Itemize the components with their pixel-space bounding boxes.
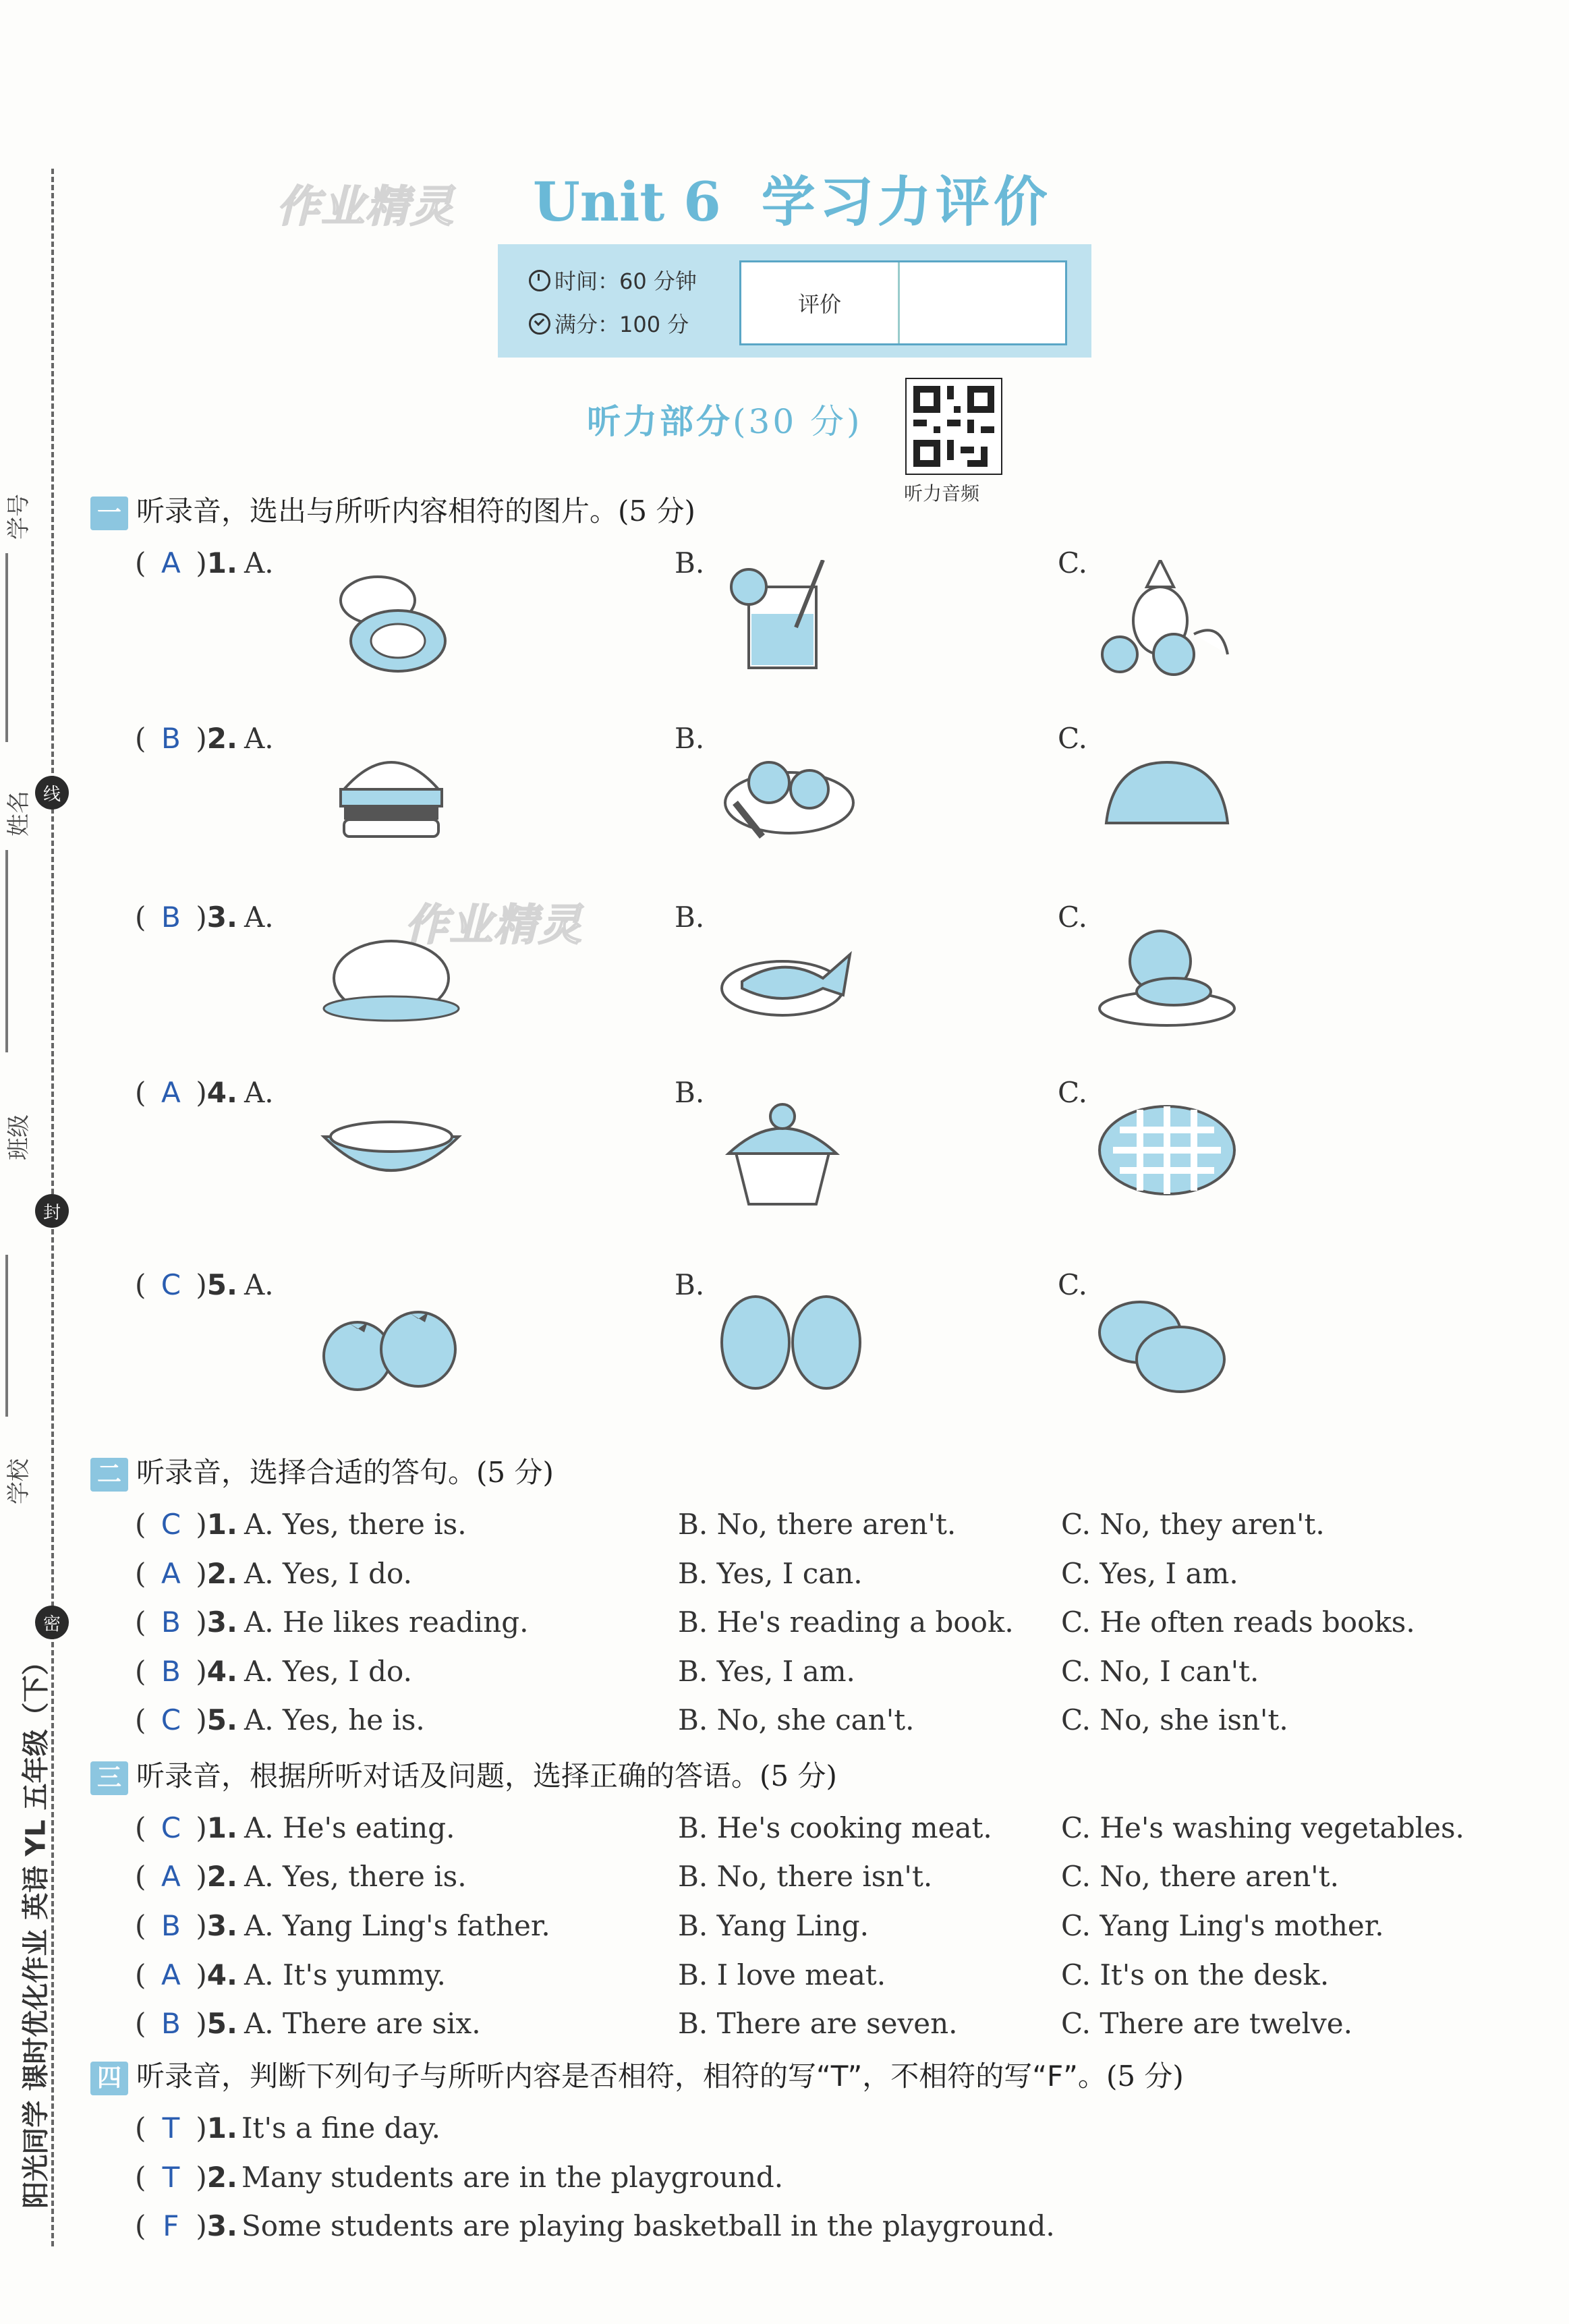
- check-icon: [529, 313, 550, 335]
- paren-open: (: [135, 2209, 146, 2242]
- question-number: 4.: [206, 1958, 237, 1991]
- qr-caption: 听力音频: [904, 482, 980, 505]
- paren-open: (: [135, 2007, 146, 2040]
- table-row: [135, 2161, 783, 2194]
- answer-field[interactable]: T: [162, 2112, 180, 2145]
- watermark: 作业精灵: [277, 182, 455, 232]
- option-a[interactable]: A. Yes, I do.: [244, 1557, 412, 1590]
- score-text: 满分：100 分: [554, 312, 689, 337]
- option-c[interactable]: C. He's washing vegetables.: [1061, 1811, 1464, 1844]
- question-number: 2.: [206, 2161, 237, 2194]
- answer-field[interactable]: A: [161, 1076, 181, 1109]
- section-points: (5 分): [1106, 2060, 1184, 2093]
- paren-open: (: [135, 1811, 146, 1844]
- potato-icon: [1093, 1282, 1241, 1413]
- option-label-a: A.: [244, 722, 274, 755]
- listening-points: (30 分): [733, 402, 863, 441]
- table-row: [135, 1076, 274, 1109]
- paren-close: ): [196, 1655, 207, 1688]
- option-b[interactable]: B. He's cooking meat.: [678, 1811, 992, 1844]
- answer-field[interactable]: B: [161, 901, 181, 934]
- fish-icon: [715, 914, 863, 1045]
- ham-icon: [317, 560, 465, 691]
- hamburger-icon: [317, 735, 465, 866]
- vegetables-icon: [715, 735, 863, 866]
- answer-field[interactable]: C: [161, 1811, 181, 1844]
- answer-field[interactable]: B: [161, 1606, 181, 1639]
- watermark: 作业精灵: [405, 901, 583, 951]
- option-label-c: C.: [1058, 1076, 1087, 1109]
- option-label-b: B.: [675, 1268, 705, 1301]
- option-label-b: B.: [675, 546, 705, 579]
- book-series-title: 阳光同学 课时优化作业 英语 YL 五年级（下）: [20, 1648, 52, 2209]
- fruit-icon: [1093, 560, 1241, 691]
- paren-open: (: [135, 2112, 146, 2145]
- evaluation-box: [739, 260, 1067, 345]
- paren-close: ): [196, 1268, 207, 1301]
- answer-field[interactable]: A: [161, 1557, 181, 1590]
- option-c[interactable]: C. Yes, I am.: [1061, 1557, 1238, 1590]
- option-c[interactable]: C. There are twelve.: [1061, 2007, 1352, 2040]
- paren-close: ): [196, 2161, 207, 2194]
- question-number: 5.: [206, 1268, 237, 1301]
- question-number: 4.: [206, 1655, 237, 1688]
- option-label-b: B.: [675, 901, 705, 934]
- section-text: 听录音，选择合适的答句。: [136, 1456, 477, 1489]
- evaluation-label: 评价: [741, 262, 900, 343]
- paren-close: ): [196, 1860, 207, 1893]
- question-number: 3.: [206, 1606, 237, 1639]
- paren-open: (: [135, 1268, 146, 1301]
- table-row: [135, 1811, 455, 1844]
- qr-code-icon[interactable]: [905, 378, 1002, 475]
- question-number: 1.: [206, 1811, 237, 1844]
- option-b[interactable]: B. I love meat.: [678, 1958, 886, 1991]
- paren-close: ): [196, 1958, 207, 1991]
- listening-title-text: 听力部分: [587, 402, 733, 441]
- statement-text: Many students are in the playground.: [241, 2161, 784, 2194]
- answer-field[interactable]: B: [161, 1909, 181, 1942]
- option-b[interactable]: B. He's reading a book.: [678, 1606, 1014, 1639]
- answer-field[interactable]: F: [163, 2209, 179, 2242]
- option-b[interactable]: B. There are seven.: [678, 2007, 958, 2040]
- option-label-a: A.: [244, 901, 274, 934]
- option-a[interactable]: A. Yes, there is.: [244, 1508, 467, 1541]
- option-b[interactable]: B. Yang Ling.: [678, 1909, 869, 1942]
- question-number: 3.: [206, 1909, 237, 1942]
- answer-field[interactable]: T: [162, 2161, 180, 2194]
- paren-close: ): [196, 1557, 207, 1590]
- info-box: [498, 244, 1091, 358]
- unit-label: Unit 6: [533, 170, 721, 233]
- table-row: [135, 901, 274, 934]
- answer-field[interactable]: B: [161, 722, 181, 755]
- question-number: 1.: [206, 546, 237, 579]
- table-row: [135, 2007, 481, 2040]
- paren-open: (: [135, 722, 146, 755]
- binding-label-school: 学校: [5, 1458, 32, 1504]
- paren-close: ): [196, 1909, 207, 1942]
- pie-icon: [1093, 1089, 1241, 1220]
- egg-icon: [715, 1282, 863, 1413]
- binding-label-class: 班级: [5, 1114, 32, 1160]
- paren-close: ): [196, 546, 207, 579]
- statement-text: It's a fine day.: [241, 2112, 440, 2145]
- binding-mark-secret: 密: [35, 1606, 69, 1639]
- paren-close: ): [196, 1508, 207, 1541]
- binding-mark-seal: 封: [35, 1194, 69, 1228]
- paren-open: (: [135, 1557, 146, 1590]
- table-row: [135, 546, 274, 579]
- option-label-a: A.: [244, 546, 274, 579]
- question-number: 2.: [206, 1557, 237, 1590]
- meat-icon: [1093, 914, 1241, 1045]
- binding-mark-line: 线: [35, 776, 69, 810]
- paren-close: ): [196, 1076, 207, 1109]
- table-row: [135, 722, 274, 755]
- option-a[interactable]: A. He likes reading.: [244, 1606, 529, 1639]
- table-row: [135, 1508, 467, 1541]
- option-c[interactable]: C. No, she isn't.: [1061, 1703, 1288, 1736]
- time-line: [529, 264, 697, 295]
- option-label-c: C.: [1058, 546, 1087, 579]
- page-title: [533, 159, 1052, 236]
- option-c[interactable]: C. No, there aren't.: [1061, 1860, 1339, 1893]
- section-1-heading: [90, 489, 695, 530]
- option-c[interactable]: C. It's on the desk.: [1061, 1958, 1330, 1991]
- option-label-a: A.: [244, 1268, 274, 1301]
- question-number: 3.: [206, 2209, 237, 2242]
- listening-title: [587, 395, 863, 443]
- paren-open: (: [135, 1606, 146, 1639]
- paren-open: (: [135, 1076, 146, 1109]
- option-a[interactable]: A. It's yummy.: [244, 1958, 446, 1991]
- option-c[interactable]: C. He often reads books.: [1061, 1606, 1415, 1639]
- section-number: 一: [90, 497, 128, 530]
- section-number: 三: [90, 1761, 128, 1795]
- table-row: [135, 1268, 274, 1301]
- option-a[interactable]: A. Yes, there is.: [244, 1860, 467, 1893]
- option-c[interactable]: C. No, they aren't.: [1061, 1508, 1325, 1541]
- tomato-icon: [317, 1282, 465, 1413]
- option-b[interactable]: B. Yes, I can.: [678, 1557, 863, 1590]
- salad-icon: [317, 1089, 465, 1220]
- question-number: 1.: [206, 2112, 237, 2145]
- juice-icon: [715, 560, 863, 691]
- binding-label-name: 姓名: [5, 791, 32, 837]
- bread-icon: [1093, 735, 1241, 866]
- question-number: 3.: [206, 901, 237, 934]
- paren-close: ): [196, 2209, 207, 2242]
- time-text: 时间：60 分钟: [554, 268, 697, 294]
- answer-field[interactable]: B: [161, 2007, 181, 2040]
- question-number: 2.: [206, 722, 237, 755]
- paren-open: (: [135, 1508, 146, 1541]
- option-label-b: B.: [675, 722, 705, 755]
- paren-open: (: [135, 1703, 146, 1736]
- question-number: 1.: [206, 1508, 237, 1541]
- paren-open: (: [135, 546, 146, 579]
- paren-open: (: [135, 2161, 146, 2194]
- cake-icon: [715, 1089, 863, 1220]
- binding-underline: [5, 850, 8, 1052]
- option-c[interactable]: C. No, I can't.: [1061, 1655, 1259, 1688]
- option-label-c: C.: [1058, 1268, 1087, 1301]
- question-number: 5.: [206, 2007, 237, 2040]
- paren-close: ): [196, 1811, 207, 1844]
- statement-text: Some students are playing basketball in the playground.: [241, 2209, 1055, 2242]
- section-text: 听录音，根据所听对话及问题，选择正确的答语。: [136, 1759, 760, 1792]
- section-3-heading: [90, 1754, 837, 1795]
- score-line: [529, 308, 689, 339]
- paren-open: (: [135, 1655, 146, 1688]
- paren-open: (: [135, 1958, 146, 1991]
- paren-close: ): [196, 1703, 207, 1736]
- question-number: 2.: [206, 1860, 237, 1893]
- binding-underline: [5, 1255, 8, 1417]
- paren-open: (: [135, 1860, 146, 1893]
- table-row: [135, 1860, 467, 1893]
- question-number: 4.: [206, 1076, 237, 1109]
- clock-icon: [529, 270, 550, 291]
- chicken-icon: [317, 914, 465, 1045]
- table-row: [135, 1606, 529, 1639]
- section-number: 二: [90, 1458, 128, 1492]
- table-row: [135, 1909, 550, 1942]
- section-points: (5 分): [476, 1456, 554, 1489]
- answer-field[interactable]: C: [161, 1703, 181, 1736]
- section-text: 听录音，判断下列句子与所听内容是否相符，相符的写“T”，不相符的写“F”。: [136, 2060, 1106, 2093]
- binding-margin: [0, 0, 74, 2324]
- table-row: [135, 1703, 425, 1736]
- option-label-a: A.: [244, 1076, 274, 1109]
- section-2-heading: [90, 1450, 554, 1492]
- table-row: [135, 1655, 412, 1688]
- answer-field[interactable]: C: [161, 1508, 181, 1541]
- option-label-c: C.: [1058, 901, 1087, 934]
- paren-close: ): [196, 1606, 207, 1639]
- table-row: [135, 2112, 440, 2145]
- option-b[interactable]: B. No, there isn't.: [678, 1860, 933, 1893]
- question-number: 5.: [206, 1703, 237, 1736]
- binding-label-student-id: 学号: [5, 494, 32, 540]
- paren-close: ): [196, 901, 207, 934]
- paren-open: (: [135, 901, 146, 934]
- binding-underline: [5, 553, 8, 742]
- answer-field[interactable]: A: [161, 1958, 181, 1991]
- option-label-c: C.: [1058, 722, 1087, 755]
- answer-field[interactable]: B: [161, 1655, 181, 1688]
- option-a[interactable]: A. Yes, he is.: [244, 1703, 425, 1736]
- table-row: [135, 2209, 1055, 2242]
- answer-field[interactable]: A: [161, 546, 181, 579]
- paren-close: ): [196, 2112, 207, 2145]
- option-label-b: B.: [675, 1076, 705, 1109]
- option-c[interactable]: C. Yang Ling's mother.: [1061, 1909, 1384, 1942]
- paren-close: ): [196, 722, 207, 755]
- option-b[interactable]: B. No, there aren't.: [678, 1508, 957, 1541]
- option-b[interactable]: B. No, she can't.: [678, 1703, 915, 1736]
- paren-close: ): [196, 2007, 207, 2040]
- option-a[interactable]: A. He's eating.: [244, 1811, 455, 1844]
- section-number: 四: [90, 2062, 128, 2095]
- section-points: (5 分): [618, 494, 695, 528]
- answer-field[interactable]: A: [161, 1860, 181, 1893]
- section-points: (5 分): [760, 1759, 837, 1792]
- section-text: 听录音，选出与所听内容相符的图片。: [136, 494, 619, 528]
- option-a[interactable]: A. There are six.: [244, 2007, 481, 2040]
- title-cn: 学习力评价: [761, 171, 1052, 233]
- option-b[interactable]: B. Yes, I am.: [678, 1655, 855, 1688]
- table-row: [135, 1958, 446, 1991]
- paren-open: (: [135, 1909, 146, 1942]
- option-a[interactable]: A. Yes, I do.: [244, 1655, 412, 1688]
- section-4-heading: [90, 2054, 1184, 2095]
- option-a[interactable]: A. Yang Ling's father.: [244, 1909, 550, 1942]
- answer-field[interactable]: C: [161, 1268, 181, 1301]
- table-row: [135, 1557, 412, 1590]
